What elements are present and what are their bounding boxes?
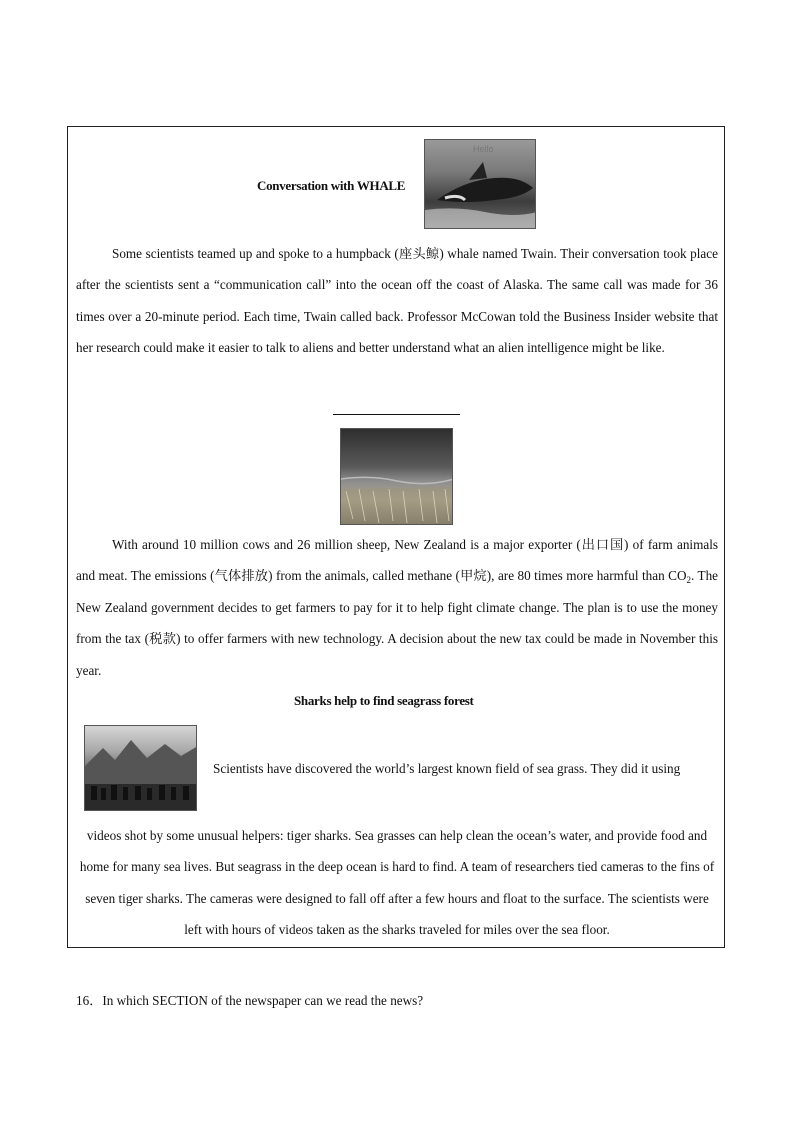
article1-title: Conversation with WHALE [257, 178, 406, 193]
question-text: In which SECTION of the newspaper can we read the news? [102, 993, 424, 1008]
question-number: 16． [76, 993, 103, 1008]
article2-body [76, 529, 718, 686]
article2-body-part1: With around 10 million cows and 26 million sheep, New Zealand is a major exporter (出口国) of farm animals and meat. The emissions (气体排放) from the animals, called methane (甲烷), are 80 times more harmful than CO [76, 537, 718, 584]
article2-title-blank [333, 414, 460, 415]
whale-photo-text: Hello [473, 144, 494, 154]
co2-subscript: 2 [686, 575, 691, 586]
article3-first-line: Scientists have discovered the world’s largest known field of sea grass. They did it using [213, 761, 681, 776]
cattle-field-photo [340, 428, 453, 525]
whale-photo [424, 139, 536, 229]
article2-body-part2: . The New Zealand government decides to get farmers to pay for it to help fight climate change. The plan is to use the money from the tax (税款) to offer farmers with new technology. A decision about the new tax could be made in November this year. [76, 568, 719, 678]
question-16 [76, 990, 423, 1009]
article1-body: Some scientists teamed up and spoke to a humpback (座头鲸) whale named Twain. Their conversation took place after the scientists sent a “communication call” into the ocean off the coast of Alaska. The same call was made for 36 times over a 20-minute period. Each time, Twain called back. Professor McCowan told the Business Insider website that her research could make it easier to talk to aliens and better understand what an alien intelligence might be like. [76, 246, 718, 356]
article3-body: videos shot by some unusual helpers: tiger sharks. Sea grasses can help clean the ocean’s water, and provide food and home for many sea lives. But seagrass in the deep ocean is hard to find. A team of researchers tied cameras to the fins of seven tiger sharks. The cameras were designed to fall off after a few hours and float to the surface. The scientists were left with hours of videos taken as the sharks traveled for miles over the sea floor. [79, 828, 715, 938]
landscape-photo [84, 725, 197, 811]
article3-title: Sharks help to find seagrass forest [294, 693, 474, 708]
